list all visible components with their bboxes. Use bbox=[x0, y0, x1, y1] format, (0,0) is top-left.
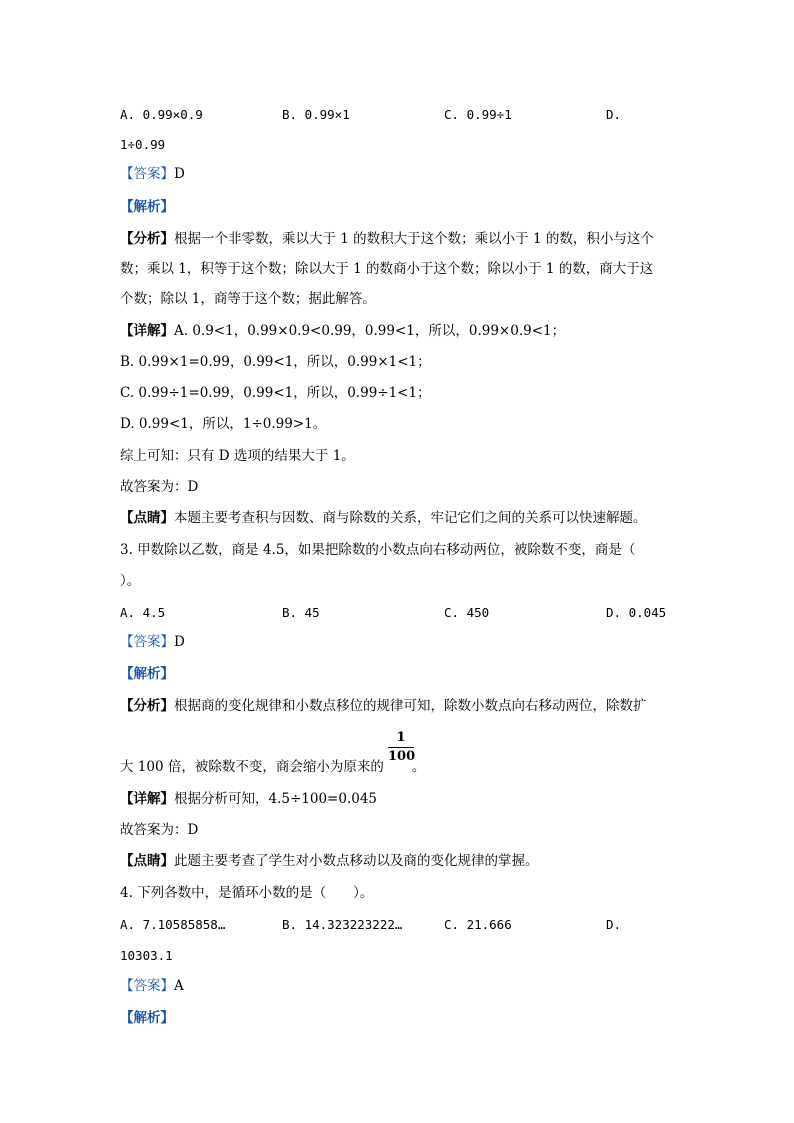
q2-fenxi-line-3: 个数；除以 1，商等于这个数；据此解答。 bbox=[120, 291, 376, 307]
q2-option-d-value: 1÷0.99 bbox=[120, 137, 166, 152]
dianjing-tag: 【点睛】 bbox=[120, 853, 174, 869]
analysis-tag: 【解析】 bbox=[120, 199, 174, 215]
answer-tag: 【答案】 bbox=[120, 634, 174, 650]
fenxi-line2-post: 。 bbox=[411, 759, 426, 775]
answer-tag: 【答案】 bbox=[120, 166, 174, 182]
answer-tag: 【答案】 bbox=[120, 978, 174, 994]
q2-option-c: C. 0.99÷1 bbox=[444, 107, 512, 122]
q4-option-b: B. 14.323223222… bbox=[282, 917, 403, 932]
dianjing-text: 此题主要考查了学生对小数点移动以及商的变化规律的掌握。 bbox=[174, 853, 539, 869]
fraction-numerator: 1 bbox=[396, 730, 406, 745]
q2-analysis-heading bbox=[120, 197, 174, 217]
q2-xiangjie-line-1 bbox=[120, 321, 565, 341]
fenxi-text: 根据一个非零数，乘以大于 1 的数积大于这个数；乘以小于 1 的数，积小与这个 bbox=[174, 231, 654, 247]
fenxi-text: 根据商的变化规律和小数点移位的规律可知，除数小数点向右移动两位，除数扩 bbox=[174, 698, 647, 714]
q2-xiangjie-line-3: C. 0.99÷1=0.99，0.99<1，所以，0.99÷1<1； bbox=[120, 385, 431, 401]
q4-answer bbox=[120, 976, 184, 996]
fenxi-line2-pre: 大 100 倍，被除数不变，商会缩小为原来的 bbox=[120, 759, 384, 775]
q4-option-d-value: 10303.1 bbox=[120, 948, 173, 963]
q2-option-d: D. bbox=[606, 107, 622, 122]
answer-value: D bbox=[174, 166, 185, 182]
q2-final-answer: 故答案为：D bbox=[120, 479, 199, 495]
q2-fenxi-line-2: 数；乘以 1，积等于这个数；除以大于 1 的数商小于这个数；除以小于 1 的数，商大于这 bbox=[120, 261, 654, 277]
analysis-tag: 【解析】 bbox=[120, 666, 174, 682]
q3-dianjing bbox=[120, 851, 539, 871]
q2-answer bbox=[120, 164, 185, 184]
q3-stem-line-2: ）。 bbox=[120, 573, 141, 589]
answer-value: D bbox=[174, 634, 185, 650]
q4-stem: 4. 下列各数中，是循环小数的是（ ）。 bbox=[120, 885, 374, 901]
q3-option-d: D. 0.045 bbox=[606, 605, 667, 620]
answer-value: A bbox=[174, 978, 184, 994]
q2-fenxi-line-1 bbox=[120, 229, 654, 249]
fraction-bar bbox=[388, 747, 414, 748]
q3-answer bbox=[120, 632, 185, 652]
xiangjie-text: A. 0.9<1，0.99×0.9<0.99，0.99<1，所以，0.99×0.9<1； bbox=[174, 323, 566, 339]
q2-option-a: A. 0.99×0.9 bbox=[120, 107, 203, 122]
xiangjie-text: 根据分析可知，4.5÷100=0.045 bbox=[174, 791, 378, 807]
q2-xiangjie-line-4: D. 0.99<1，所以，1÷0.99>1。 bbox=[120, 416, 327, 432]
q3-analysis-heading bbox=[120, 664, 174, 684]
xiangjie-tag: 【详解】 bbox=[120, 791, 174, 807]
xiangjie-tag: 【详解】 bbox=[120, 323, 174, 339]
dianjing-tag: 【点睛】 bbox=[120, 510, 174, 526]
q3-final-answer: 故答案为：D bbox=[120, 822, 199, 838]
q2-option-b: B. 0.99×1 bbox=[282, 107, 350, 122]
q4-option-d: D. bbox=[606, 917, 622, 932]
q3-option-b: B. 45 bbox=[282, 605, 320, 620]
q4-option-a: A. 7.10585858… bbox=[120, 917, 226, 932]
q3-xiangjie bbox=[120, 789, 377, 809]
fenxi-tag: 【分析】 bbox=[120, 698, 174, 714]
q2-summary: 综上可知：只有 D 选项的结果大于 1。 bbox=[120, 448, 355, 464]
dianjing-text: 本题主要考查积与因数、商与除数的关系，牢记它们之间的关系可以快速解题。 bbox=[174, 510, 647, 526]
q2-dianjing bbox=[120, 508, 647, 528]
q3-option-c: C. 450 bbox=[444, 605, 490, 620]
q4-analysis-heading bbox=[120, 1008, 174, 1028]
q2-xiangjie-line-2: B. 0.99×1=0.99，0.99<1，所以，0.99×1<1； bbox=[120, 354, 431, 370]
q3-stem-line-1: 3. 甲数除以乙数，商是 4.5，如果把除数的小数点向右移动两位，被除数不变，商是（ bbox=[120, 542, 636, 558]
q3-fenxi-line-1 bbox=[120, 696, 647, 716]
fraction-denominator: 100 bbox=[388, 749, 416, 764]
q3-fenxi-line-2 bbox=[120, 757, 425, 777]
analysis-tag: 【解析】 bbox=[120, 1010, 174, 1026]
q4-option-c: C. 21.666 bbox=[444, 917, 512, 932]
q3-option-a: A. 4.5 bbox=[120, 605, 166, 620]
fenxi-tag: 【分析】 bbox=[120, 231, 174, 247]
